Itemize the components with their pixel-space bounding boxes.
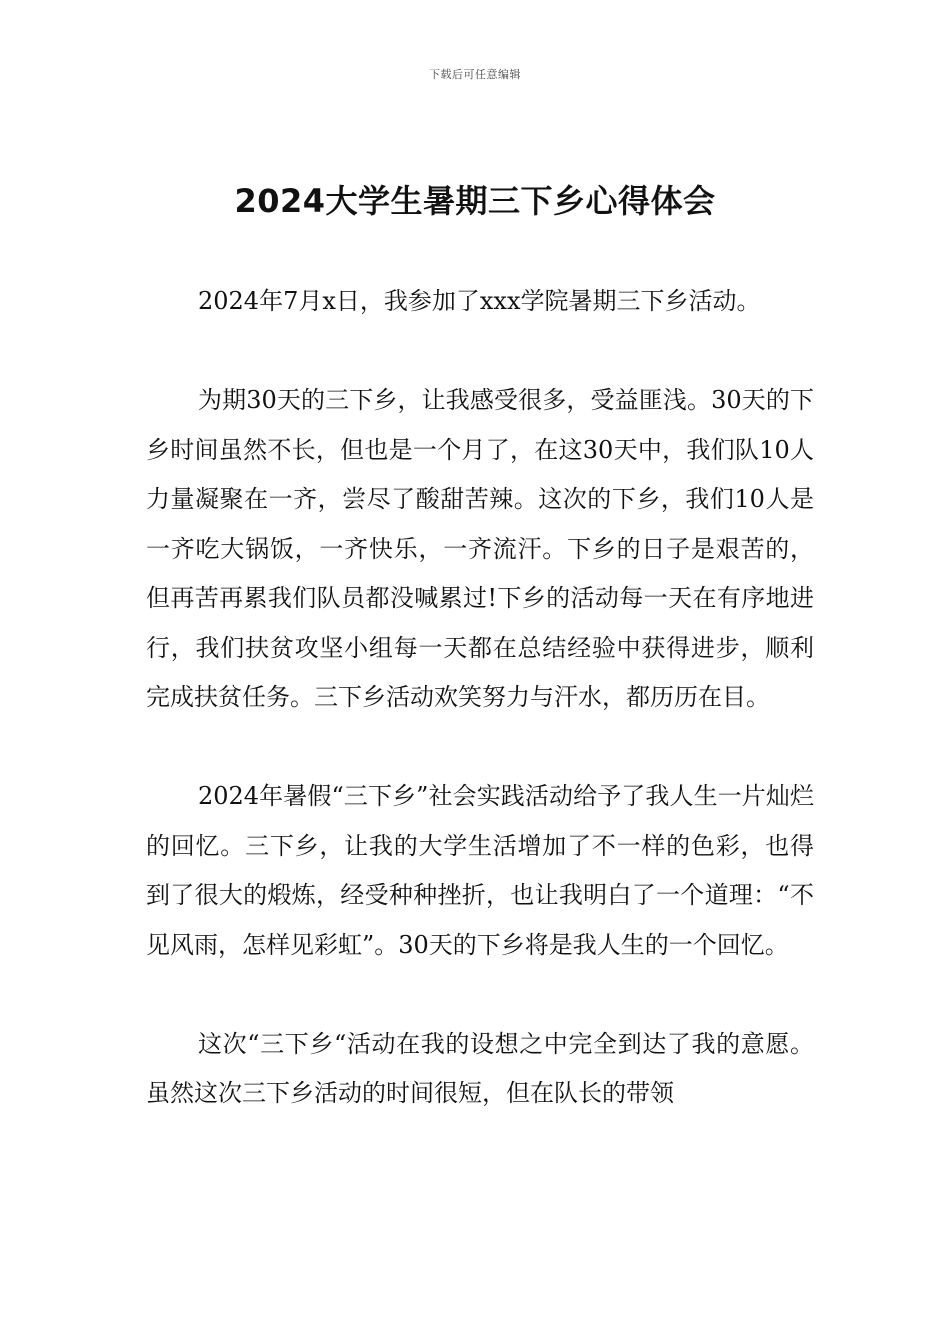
document-body: [146, 277, 814, 1119]
document-title: 2024大学生暑期三下乡心得体会: [234, 182, 716, 220]
paragraph-expectation: 这次“三下乡“活动在我的设想之中完全到达了我的意愿。虽然这次三下乡活动的时间很短，但在队长的带领: [146, 1029, 814, 1107]
header-note: 下载后可任意编辑: [429, 68, 521, 81]
paragraph-intro: 2024年7月x日，我参加了xxx学院暑期三下乡活动。: [198, 287, 761, 315]
paragraph-memory: 2024年暑假“三下乡”社会实践活动给予了我人生一片灿烂的回忆。三下乡，让我的大学生活增加了不一样的色彩，也得到了很大的煅炼，经受种种挫折，也让我明白了一个道理：“不见风雨，怎样见彩虹”。30天的下乡将是我人生的一个回忆。: [146, 782, 814, 959]
paragraph-experience: 为期30天的三下乡，让我感受很多，受益匪浅。30天的下乡时间虽然不长，但也是一个月了，在这30天中，我们队10人力量凝聚在一齐，尝尽了酸甜苦辣。这次的下乡，我们10人是一齐吃大锅饭，一齐快乐，一齐流汗。下乡的日子是艰苦的，但再苦再累我们队员都没喊累过!下乡的活动每一天在有序地进行，我们扶贫攻坚小组每一天都在总结经验中获得进步，顺利完成扶贫任务。三下乡活动欢笑努力与汗水，都历历在目。: [146, 386, 814, 711]
